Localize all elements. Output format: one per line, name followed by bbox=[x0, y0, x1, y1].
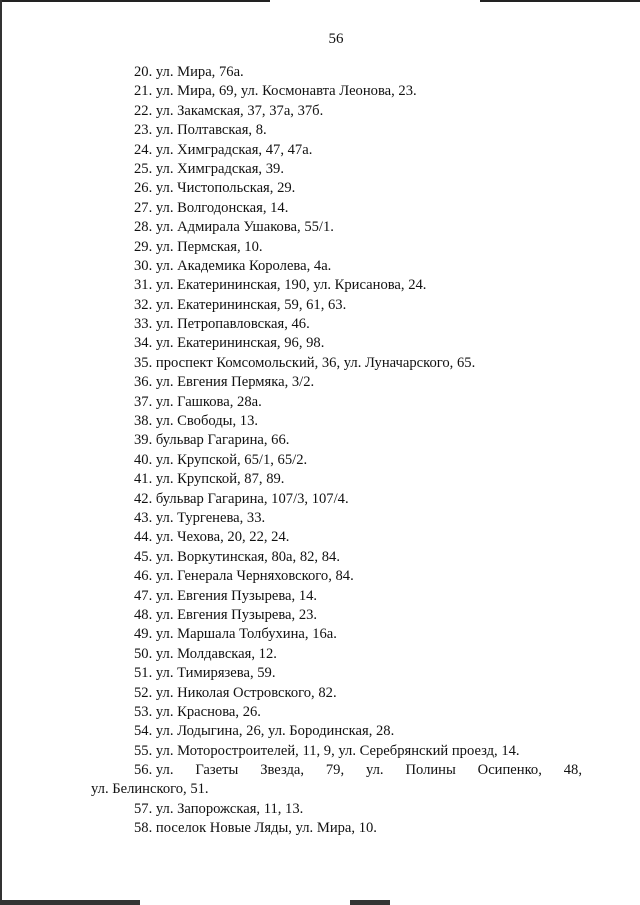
word: Полины bbox=[405, 762, 456, 779]
list-item: 46. ул. Генерала Черняховского, 84. bbox=[134, 568, 354, 585]
word: Газеты bbox=[195, 762, 239, 779]
list-item: 39. бульвар Гагарина, 66. bbox=[134, 432, 290, 449]
list-item: 47. ул. Евгения Пузырева, 14. bbox=[134, 587, 318, 604]
page-number: 56 bbox=[328, 31, 344, 47]
list-item: 25. ул. Химградская, 39. bbox=[134, 160, 284, 177]
justified-line bbox=[134, 761, 582, 780]
list-item: 30. ул. Академика Королева, 4а. bbox=[134, 257, 332, 274]
list-item: 42. бульвар Гагарина, 107/3, 107/4. bbox=[134, 490, 349, 507]
list-item: 45. ул. Воркутинская, 80а, 82, 84. bbox=[134, 548, 340, 565]
list-item: 53. ул. Краснова, 26. bbox=[134, 703, 261, 720]
list-item: 49. ул. Маршала Толбухина, 16а. bbox=[134, 626, 337, 643]
list-item-justified bbox=[0, 761, 640, 800]
list-item: 44. ул. Чехова, 20, 22, 24. bbox=[134, 529, 290, 546]
list-item: 32. ул. Екатерининская, 59, 61, 63. bbox=[134, 296, 347, 313]
list-item: 24. ул. Химградская, 47, 47а. bbox=[134, 141, 313, 158]
list-item: 29. ул. Пермская, 10. bbox=[134, 238, 263, 255]
word: 48, bbox=[563, 762, 582, 779]
list-item: 43. ул. Тургенева, 33. bbox=[134, 509, 266, 526]
list-item: 57. ул. Запорожская, 11, 13. bbox=[134, 800, 304, 817]
list-item: 31. ул. Екатерининская, 190, ул. Крисанова, 24. bbox=[134, 277, 427, 294]
list-item: 34. ул. Екатерининская, 96, 98. bbox=[134, 335, 325, 352]
list-item: 55. ул. Моторостроителей, 11, 9, ул. Серебрянский проезд, 14. bbox=[134, 742, 520, 759]
scan-edge-line bbox=[0, 900, 140, 905]
list-item: 20. ул. Мира, 76а. bbox=[134, 64, 244, 80]
list-item: 33. ул. Петропавловская, 46. bbox=[134, 316, 310, 333]
list-item: 26. ул. Чистопольская, 29. bbox=[134, 180, 296, 197]
list-item: 23. ул. Полтавская, 8. bbox=[134, 122, 267, 139]
list-item: 54. ул. Лодыгина, 26, ул. Бородинская, 28. bbox=[134, 723, 395, 740]
list-item: 36. ул. Евгения Пермяка, 3/2. bbox=[134, 374, 315, 391]
word: Звезда, bbox=[260, 762, 305, 779]
list-item: 28. ул. Адмирала Ушакова, 55/1. bbox=[134, 219, 334, 236]
list-item: 41. ул. Крупской, 87, 89. bbox=[134, 471, 285, 488]
scan-edge-line bbox=[0, 0, 270, 2]
word: 79, bbox=[325, 762, 345, 779]
list-item: 37. ул. Гашкова, 28а. bbox=[134, 393, 262, 410]
scan-edge-line bbox=[350, 900, 390, 905]
list-item: 58. поселок Новые Ляды, ул. Мира, 10. bbox=[134, 820, 377, 837]
scan-edge-line bbox=[480, 0, 640, 2]
continuation-line: ул. Белинского, 51. bbox=[91, 781, 209, 798]
word: 56. ул. bbox=[134, 762, 174, 779]
list-item: 35. проспект Комсомольский, 36, ул. Луначарского, 65. bbox=[134, 354, 476, 371]
list-item: 38. ул. Свободы, 13. bbox=[134, 413, 259, 430]
list-item: 22. ул. Закамская, 37, 37а, 37б. bbox=[134, 102, 324, 119]
list-item: 27. ул. Волгодонская, 14. bbox=[134, 199, 289, 216]
word: Осипенко, bbox=[477, 762, 542, 779]
list-item: 48. ул. Евгения Пузырева, 23. bbox=[134, 606, 318, 623]
list-item: 51. ул. Тимирязева, 59. bbox=[134, 665, 276, 682]
list-item: 50. ул. Молдавская, 12. bbox=[134, 645, 277, 662]
list-item: 52. ул. Николая Островского, 82. bbox=[134, 684, 337, 701]
address-list bbox=[0, 63, 640, 839]
list-item: 40. ул. Крупской, 65/1, 65/2. bbox=[134, 451, 308, 468]
list-item: 21. ул. Мира, 69, ул. Космонавта Леонова, 23. bbox=[134, 83, 417, 100]
word: ул. bbox=[365, 762, 384, 779]
